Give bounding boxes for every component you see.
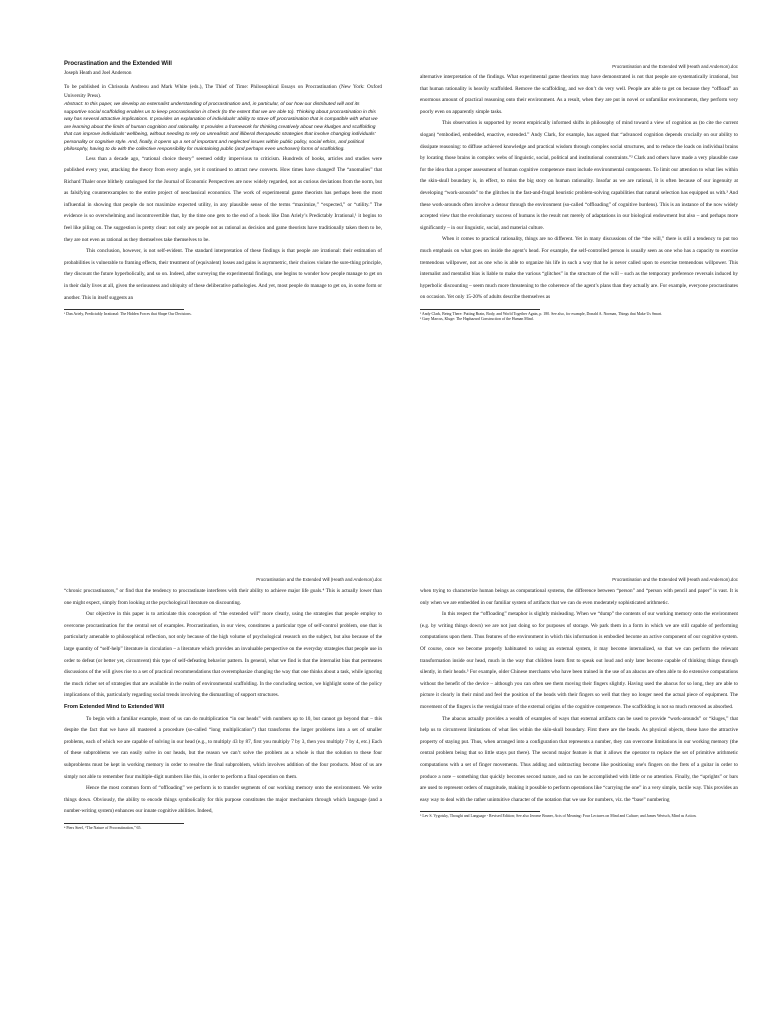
page4-column	[420, 586, 738, 820]
paragraph: In this respect the “offloading” metaphor is slightly misleading. When we “dump” the contents of our working memory onto the environment (e.g. by writing things down) we are not just doing so for purposes of storage. We park them in a form in which we are still capable of performing computations upon them. Thus features of the environment in which this information is embodied become an active component of our cognitive system. Of course, once we become properly habituated to using an external system, it may become internalized, so that we can perform the relevant transformation inside our head, much in the way that children learn first to speak out loud and only later become capable of thinking things through silently, in their heads.⁵ For example, older Chinese merchants who have been trained in the use of an abacus are often able to do extensive computations without the benefit of the device – although you can often see them moving their fingers slightly. Having used the abacus for so long, they are able to picture it clearly in their mind and feel the position of the beads with their fingers so well that they no longer need the actual piece of equipment. The movement of the fingers is the vestigial trace of the external origins of the cognitive competence. The scaffolding is not so much removed as absorbed.	[420, 611, 738, 710]
running-header: Procrastination and the Extended Will (Heath and Anderson).doc	[612, 64, 738, 69]
paragraph: This conclusion, however, is not self-evident. The standard interpretation of these findings is that people are irrational: their estimation of probabilities is vulnerable to framing effects, their treatment of (equivalent) losses and gains is asymmetric, their choices violate the sure-thing principle, they discount the future hyperbolically, and so on. Indeed, after surveying the experimental findings, one begins to wonder how people manage to get on in their daily lives at all, given the seriousness and ubiquity of these deliberative pathologies. And yet, most people do manage to get on, in some form or another. This in itself suggests an	[64, 248, 382, 301]
page2-column	[420, 72, 738, 323]
footnote-divider	[64, 309, 184, 310]
page1-column	[64, 60, 382, 318]
paragraph: alternative interpretation of the findings. What experimental game theorists may have demonstrated is not that people are systematically irrational, but that human rationality is heavily scaffolded. Remove the scaffolding, and we don’t do very well. People are able to get on because they “offload” an enormous amount of practical reasoning onto their environment. As a result, when they are put in novel or unfamiliar environments, they perform very poorly even on apparently simple tasks.	[420, 74, 738, 115]
authors: Joseph Heath and Joel Anderson	[64, 70, 132, 76]
page3-column	[64, 586, 382, 831]
footnote-divider	[420, 811, 540, 812]
paragraph: When it comes to practical rationality, things are no different. Yet in many discussions of the “the will,” there is still a tendency to put too much emphasis on what goes on inside the agent’s head. For example, the self-controlled person is usually seen as one who has a capacity to exercise tremendous willpower, not as one who is able to organize his life in such a way that he is never called upon to exercise tremendous willpower. This internalist and mentalist bias is liable to make the various “glitches” in the structure of the will – such as the temporary preference reversals induced by hyperbolic discounting – seem much more threatening to the coherence of the agent’s plans than they actually are. For example, everyone procrastinates on occasion. Yet only 15-20% of adults describe themselves as	[420, 236, 738, 301]
paragraph: “chronic procrastinators,” or find that the tendency to procrastinate interferes with their ability to achieve major life goals.⁴ This is actually lower than one might expect, simply from looking at the psychological literature on discounting.	[64, 588, 382, 606]
paragraph: The abacus actually provides a wealth of examples of ways that external artifacts can be used to provide “work-arounds” or “kluges,” that help us to circumvent limitations of what lies within the skin-skull boundary. First there are the beads. As physical objects, these have the attractive property of staying put. Thus, when arranged into a configuration that represents a number, they can overcome limitations in our working memory (the central problem being that so little stays put there). The second major feature is that it allows the operator to replace the set of primitive arithmetic computations with a set of finger movements. Thus adding and subtracting become like positioning one's fingers on the frets of a guitar in order to produce a note – something that quickly becomes second nature, and so can be accomplished with little or no attention. Finally, the “uprights” or bars are used to represent orders of magnitude, making it possible to perform operations like “carrying the one” in a very simple, tactile way. This provides an easy way to deal with the rather unintuitive character of the notation that we use for numbers, viz. the “base” numbering	[420, 715, 738, 803]
footnote: ³ Gary Marcus, Kluge: The Haphazard Construction of the Human Mind.	[420, 317, 534, 322]
footnote-divider	[64, 823, 184, 824]
paragraph: To begin with a familiar example, most of us can do multiplication “in our heads” with numbers up to 10, but cannot go beyond that – this despite the fact that we have all mastered a procedure (so-called “long multiplication”) that transforms the larger problems into a set of smaller problems, each of which we are capable of solving in our head (e.g., to multiply 43 by 87, first you multiply 7 by 3, then you multiply 7 by 4, etc.) Each of these subproblems we can easily solve in our heads, but the reason we can’t solve the problem as a whole is that the solution to these four subproblems must be kept in working memory in order to resolve the final subproblem, which involves addition of the four products. Most of us are simply not able to remember four multiple-digit numbers like this, in order to perform a final operation on them.	[64, 715, 382, 780]
running-header: Procrastination and the Extended Will (Heath and Anderson).doc	[256, 577, 382, 582]
paragraph: when trying to characterize human beings as computational systems, the difference between “person” and “person with pencil and paper” is vast. It is only when we are embedded in our familiar system of artifacts that we can do even moderately sophisticated arithmetic.	[420, 588, 738, 606]
publication-note: To be published in Chrisoula Andreou and Mark White (eds.), The Thief of Time: Philosophical Essays on Procrastination (New York: Oxford University Press).	[64, 84, 382, 99]
abstract: Abstract: In this paper, we develop an externalist understanding of procrastination and, in particular, of our how our distributed will and its supportive social scaffolding enables us to keep procrastination in check (to the extent that we are able to). Thinking about procrastination in this way has several attractive implications. It provides an explanation of individuals' ability to stave off procrastination that is compatible with what we are learning about the limits of human cognition and rationality. It provides a framework for thinking creatively about new kludges and scaffolding that can improve individuals' wellbeing, without needing to rely on unrealistic and illiberal therapeutic strategies that involve changing individuals' personality or cognitive style. And, finally, it opens up a set of important and neglected issues within public policy, social ethics, and political philosophy, having to do with the collective responsibility for maintaining public (and perhaps even unchosen) forms of scaffolding.	[64, 102, 378, 152]
document-title: Procrastination and the Extended Will	[64, 61, 172, 67]
footnote: ¹ Dan Ariely, Predictably Irrational: The Hidden Forces that Shape Our Decisions.	[64, 312, 192, 317]
running-header: Procrastination and the Extended Will (Heath and Anderson).doc	[612, 577, 738, 582]
footnote: ⁴ Piers Steel, “The Nature of Procrastination,” 65.	[64, 825, 142, 830]
paragraph: Less than a decade ago, “rational choice theory” seemed oddly impervious to criticism. Hundreds of books, articles and studies were published every year, attacking the theory from every angle, yet it continued to attract new converts. How times have changed! The “anomalies” that Richard Thaler once blithely catalogued for the Journal of Economic Perspectives are now widely regarded, not as curious deviations from the norm, but as falsifying counterexamples to the entire project of neoclassical economics. The work of experimental game theorists has perhaps been the most influential in showing that people do not maximize expected utility, in any plausible sense of the terms “maximize,” “expected,” or “utility.” The evidence is so overwhelming and incontrovertible that, by the time one gets to the end of a book like Dan Ariely’s Predictably Irrational,¹ it begins to feel like piling on. The suggestion is pretty clear: not only are people not as rational as decision and game theorists have traditionally taken them to be, they are not even as rational as they themselves take themselves to be.	[64, 155, 382, 243]
paragraph: This observation is supported by recent empirically informed shifts in philosophy of mind toward a view of cognition as (to cite the current slogan) “embodied, embedded, enactive, extended.” Andy Clark, for example, has argued that “advanced cognition depends crucially on our ability to dissipate reasoning: to diffuse achieved knowledge and practical wisdom through complex social structures, and to reduce the loads on individual brains by locating those brains in complex webs of linguistic, social, political and institutional constraints.”² Clark and others have made a very plausible case for the idea that a proper assessment of human cognitive competence must include environmental components. To limit our attention to what lies within the skin-skull boundary is, in effect, to miss the big story on human rationality. Insofar as we are rational, it is often because of our ingenuity at developing “work-arounds” to the glitches in the fast-and-frugal heuristic problem-solving capabilities that natural selection has equipped us with.³ And these work-arounds often involve a detour through the environment (so-called “offloading” of cognitive burdens). This is an instance of the now widely accepted view that the evolutionary success of humans is the result not merely of adaptations in our biological endowment but also – and perhaps more significantly – in our linguistic, social, and material culture.	[420, 120, 738, 231]
footnote: ⁵ Lev S. Vygotsky, Thought and Language - Revised Edition; See also Jerome Bruner, Acts of Meaning: Four Lectures on Mind and Culture; and James Wertsch, Mind as Action.	[420, 814, 697, 819]
paragraph: Our objective in this paper is to articulate this conception of “the extended will” more clearly, using the strategies that people employ to overcome procrastination for the central set of examples. Procrastination, in our view, constitutes a particular type of self-control problem, one that is particularly amenable to philosophical reflection, not only because of the high volume of psychological research on the subject, but also because of the large quantity of “self-help” literature in circulation – a literature which provides an invaluable perspective on the everyday strategies that people use in order to defeat (or better yet, circumvent) this type of self-defeating behavior pattern. In general, what we find is that the internalist bias that permeates discussions of the will gives rise to a set of practical recommendations that overemphasize changing the way that one thinks about a task, while ignoring the much richer set of strategies that are available in the realm of environmental scaffolding. In the concluding section, we highlight some of the policy implications of this, particularly regarding social trends involving the dismantling of support structures.	[64, 611, 382, 699]
paragraph: Hence the most common form of “offloading” we perform is to transfer segments of our working memory onto the environment. We write things down. Obviously, the ability to encode things symbolically for this purpose constitutes the major mechanism through which language (and a number-writing system) enhances our innate cognitive abilities. Indeed,	[64, 785, 382, 815]
section-heading: From Extended Mind to Extended Will	[64, 703, 165, 710]
footnote: ² Andy Clark, Being There: Putting Brain, Body, and World Together Again, p. 180. See also, for example, Donald A. Norman, Things that Make Us Smart.	[420, 311, 663, 316]
footnote-divider	[420, 309, 540, 310]
